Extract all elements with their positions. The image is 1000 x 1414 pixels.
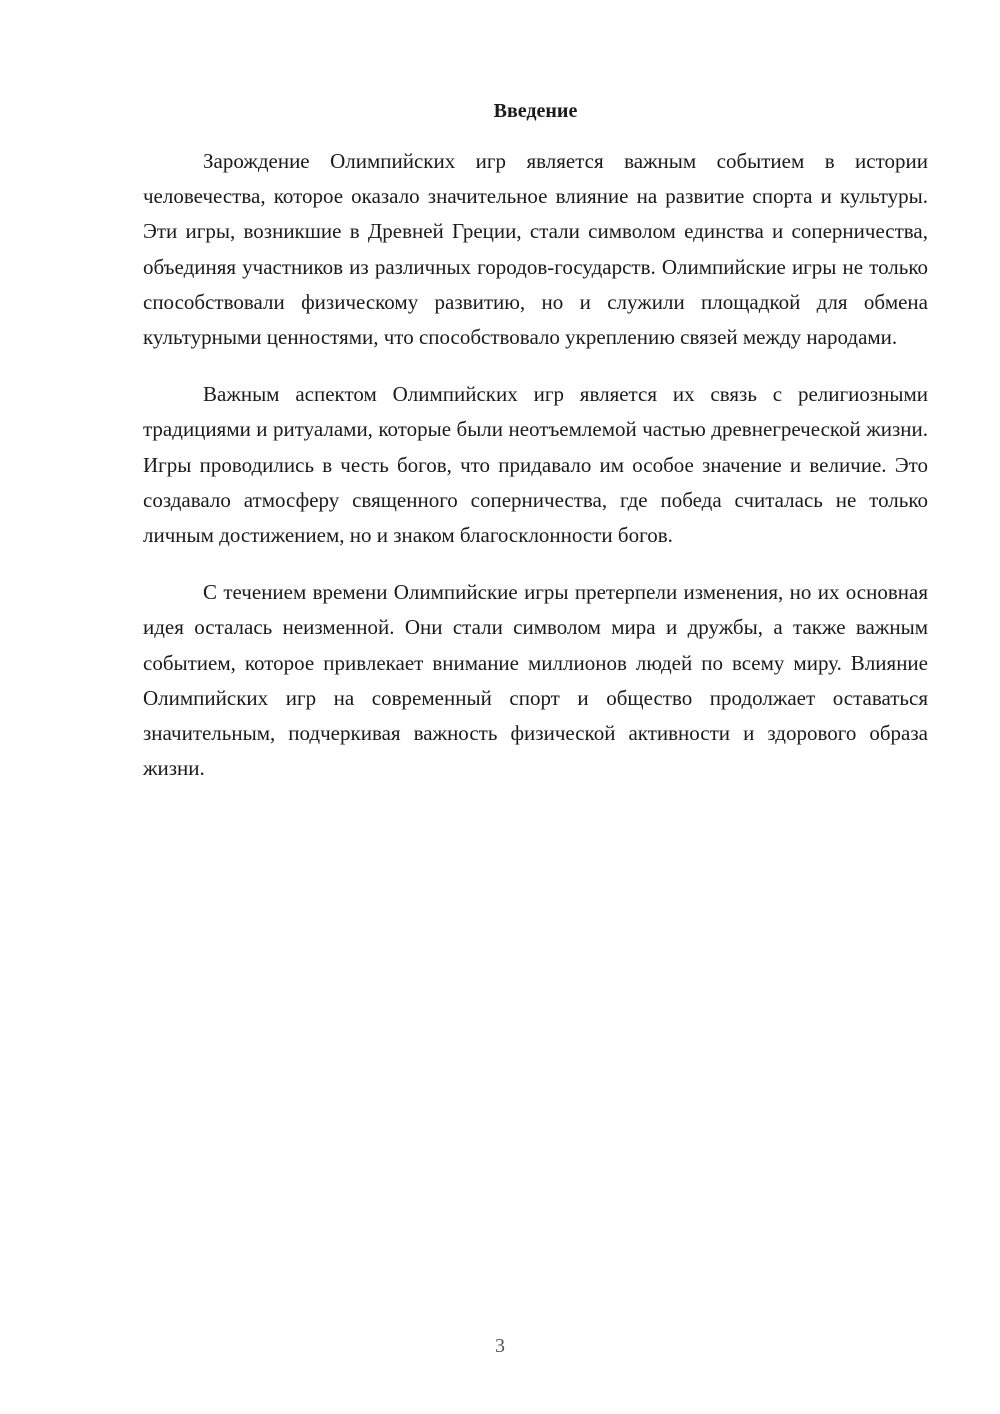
section-heading: Введение (493, 100, 578, 122)
paragraph-3: С течением времени Олимпийские игры претерпели изменения, но их основная идея осталась неизменной. Они стали символом мира и дружбы, а также важным событием, которое привлекает внимание миллионов людей по всему миру. Влияние Олимпийских игр на современный спорт и общество продолжает оставаться значительным, подчеркивая важность физической активности и здорового образа жизни. (143, 580, 928, 781)
paragraph-2: Важным аспектом Олимпийских игр является их связь с религиозными традициями и ритуалами, которые были неотъемлемой частью древнегреческой жизни. Игры проводились в честь богов, что придавало им особое значение и величие. Это создавало атмосферу священного соперничества, где победа считалась не только личным достижением, но и знаком благосклонности богов. (143, 382, 928, 548)
paragraph-1: Зарождение Олимпийских игр является важным событием в истории человечества, которое оказало значительное влияние на развитие спорта и культуры. Эти игры, возникшие в Древней Греции, стали символом единства и соперничества, объединяя участников из различных городов-государств. Олимпийские игры не только способствовали физическому развитию, но и служили площадкой для обмена культурными ценностями, что способствовало укреплению связей между народами. (143, 149, 928, 350)
page-number: 3 (495, 1335, 505, 1357)
page-content (143, 96, 928, 808)
